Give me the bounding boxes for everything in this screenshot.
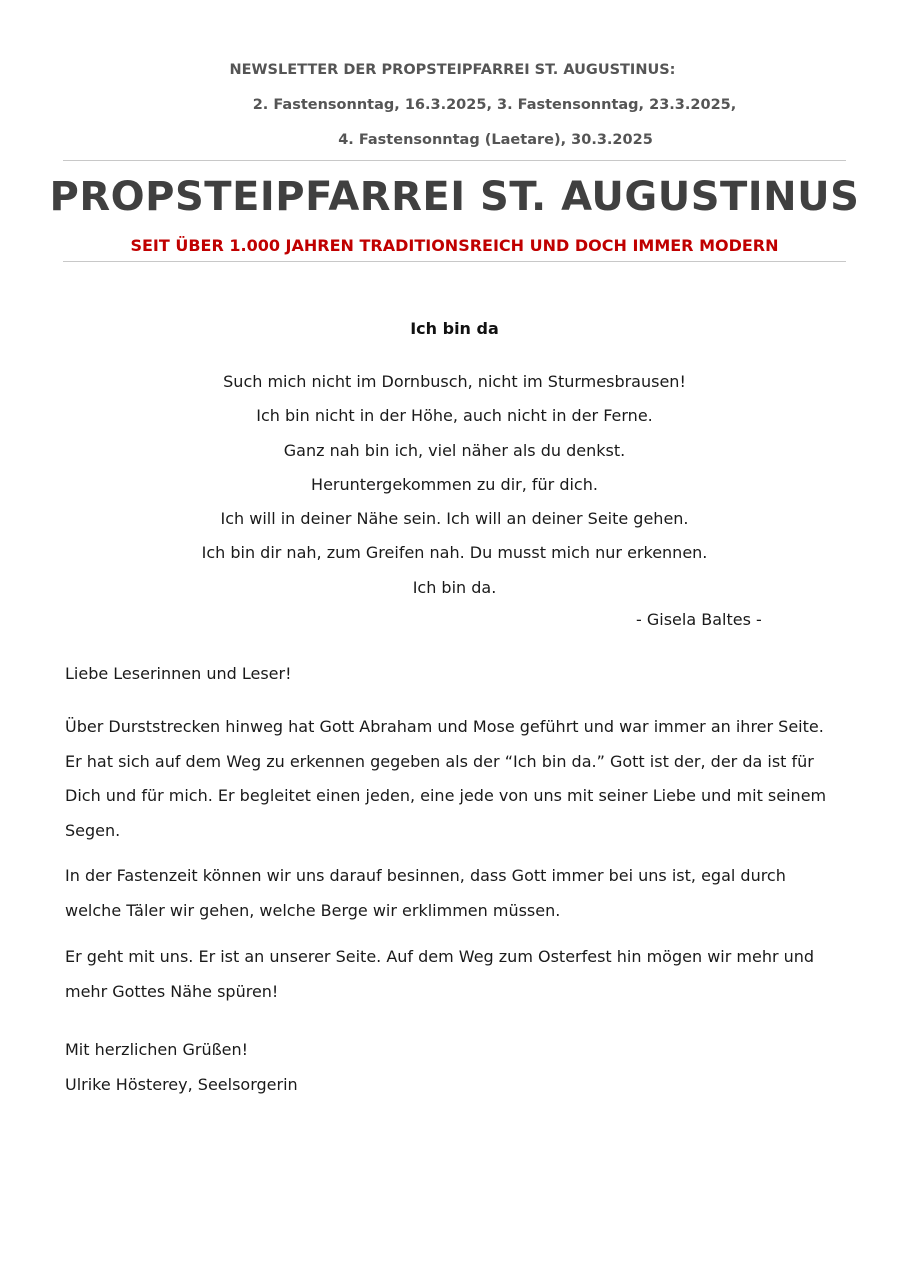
newsletter-header-line-2: 2. Fastensonntag, 16.3.2025, 3. Fastensonntag, 23.3.2025, — [252, 97, 737, 113]
masthead-tagline: SEIT ÜBER 1.000 JAHREN TRADITIONSREICH UND DOCH IMMER MODERN — [130, 236, 779, 255]
masthead-title: PROPSTEIPFARREI ST. AUGUSTINUS — [49, 174, 860, 220]
poem-body — [0, 370, 909, 610]
poem-line: Ich bin nicht in der Höhe, auch nicht in der Ferne. — [256, 406, 653, 426]
letter-paragraph: In der Fastenzeit können wir uns darauf besinnen, dass Gott immer bei uns ist, egal durch welche Täler wir gehen, welche Berge wir erklimmen müssen. — [65, 866, 786, 920]
letter-paragraph: Er geht mit uns. Er ist an unserer Seite. Auf dem Weg zum Osterfest hin mögen wir mehr und mehr Gottes Nähe spüren! — [65, 947, 815, 1001]
poem-line: Ich bin dir nah, zum Greifen nah. Du musst mich nur erkennen. — [201, 543, 708, 563]
poem-author: - Gisela Baltes - — [636, 610, 762, 629]
letter-signature: Ulrike Hösterey, Seelsorgerin — [65, 1075, 298, 1094]
poem-line: Heruntergekommen zu dir, für dich. — [311, 474, 598, 494]
poem-line: Such mich nicht im Dornbusch, nicht im Sturmesbrausen! — [223, 372, 686, 391]
newsletter-header-line-3: 4. Fastensonntag (Laetare), 30.3.2025 — [338, 132, 653, 148]
poem-line: Ganz nah bin ich, viel näher als du denkst. — [283, 440, 626, 460]
letter-closing: Mit herzlichen Grüßen! — [65, 1040, 249, 1059]
letter-paragraph: Über Durststrecken hinweg hat Gott Abraham und Mose geführt und war immer an ihrer Seite. Er hat sich auf dem Weg zu erkennen gegeben als der “Ich bin da.” Gott ist der, der da ist für Dich und für mich. Er begleitet einen jeden, eine jede von uns mit seiner Liebe und mit seinem Segen. — [65, 717, 827, 840]
letter-greeting: Liebe Leserinnen und Leser! — [65, 664, 292, 683]
poem-line: Ich bin da. — [412, 577, 497, 597]
newsletter-header-line-1: NEWSLETTER DER PROPSTEIPFARREI ST. AUGUSTINUS: — [229, 62, 676, 78]
masthead-bottom-divider — [63, 261, 846, 262]
poem-line: Ich will in deiner Nähe sein. Ich will an deiner Seite gehen. — [220, 509, 689, 529]
letter-closing-block — [65, 1032, 298, 1102]
poem-title: Ich bin da — [410, 319, 499, 338]
masthead-top-divider — [63, 160, 846, 161]
